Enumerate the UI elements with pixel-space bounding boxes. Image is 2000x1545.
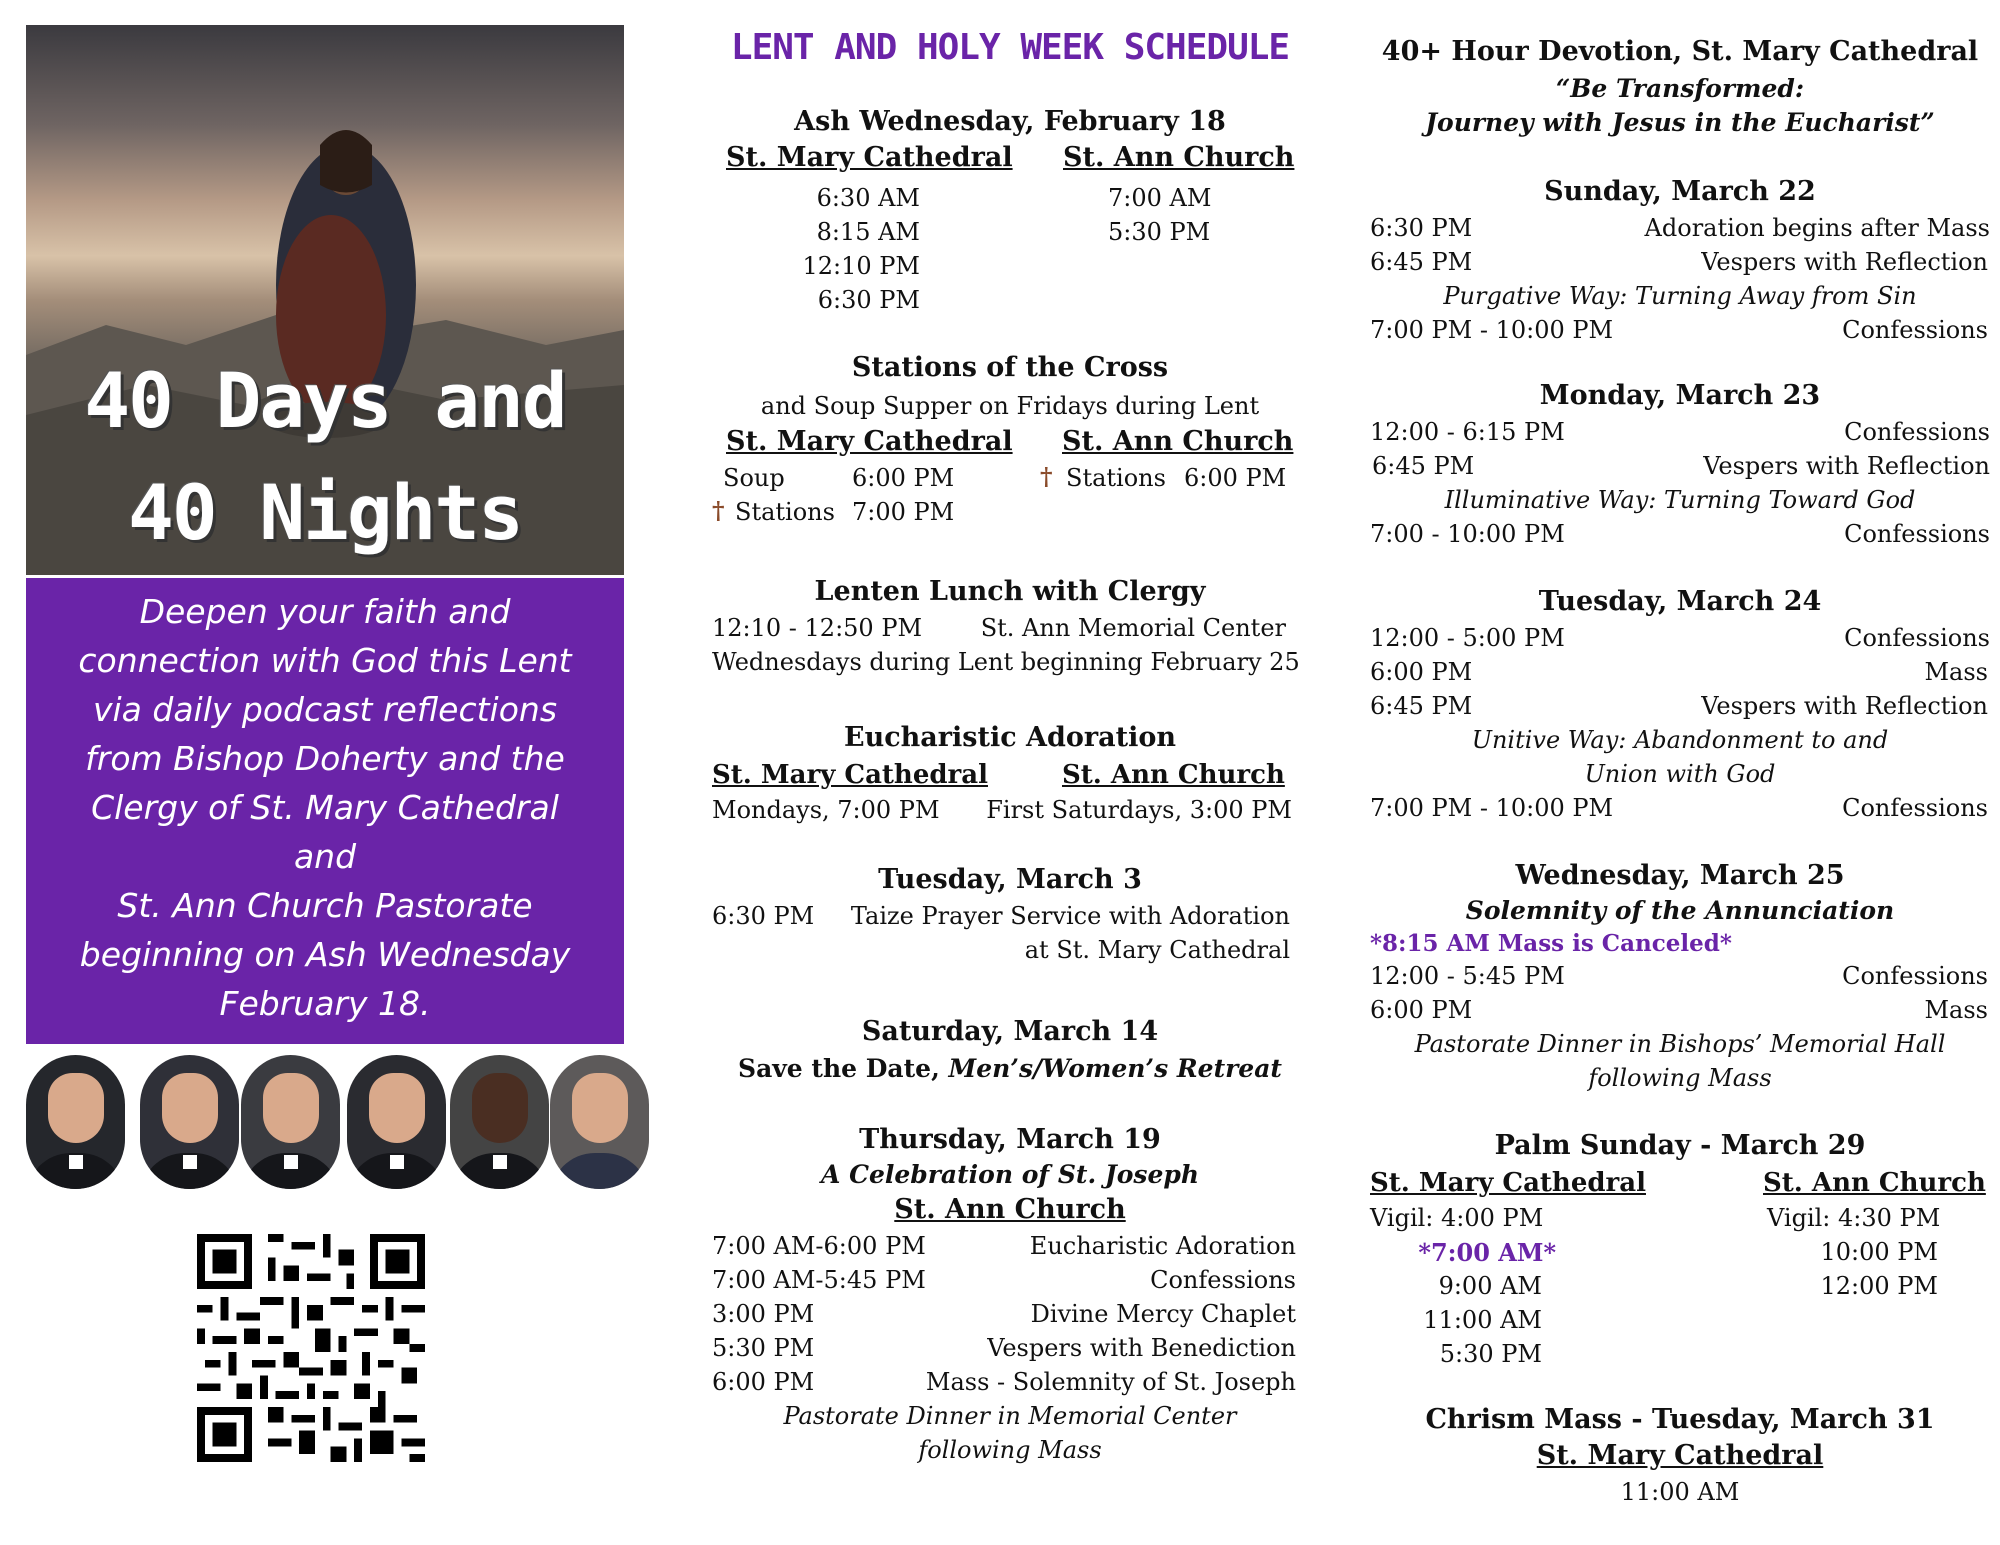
chrism-place: St. Mary Cathedral bbox=[1536, 1440, 1824, 1471]
m25-cancel-notice: *8:15 AM Mass is Canceled* bbox=[1370, 930, 1732, 957]
march19-event: Confessions bbox=[1150, 1266, 1296, 1294]
m23-note: Illuminative Way: Turning Toward God bbox=[1444, 486, 1916, 514]
promo-line: from Bishop Doherty and the bbox=[85, 739, 565, 778]
lunch-note: Wednesdays during Lent beginning February 25 bbox=[712, 648, 1300, 676]
palm-time: 11:00 AM bbox=[1423, 1306, 1542, 1334]
march3-time: 6:30 PM bbox=[712, 902, 815, 930]
m25-event: Confessions bbox=[1842, 962, 1988, 990]
m25-time: 12:00 - 5:45 PM bbox=[1370, 962, 1565, 990]
adoration-col2-text: First Saturdays, 3:00 PM bbox=[986, 796, 1292, 824]
ash-time: 8:15 AM bbox=[816, 218, 920, 246]
march19-time: 6:00 PM bbox=[712, 1368, 815, 1396]
palm-time: Vigil: 4:00 PM bbox=[1370, 1204, 1544, 1232]
m24-event: Confessions bbox=[1842, 794, 1988, 822]
cross-icon: † bbox=[712, 496, 725, 525]
m24-event: Confessions bbox=[1844, 624, 1990, 652]
march3-line1: Taize Prayer Service with Adoration bbox=[850, 902, 1290, 930]
stations-label: Stations bbox=[735, 498, 835, 526]
m23-time: 7:00 - 10:00 PM bbox=[1370, 520, 1565, 548]
palm-time: 12:00 PM bbox=[1820, 1272, 1938, 1300]
march14-heading: Saturday, March 14 bbox=[861, 1016, 1159, 1047]
m25-heading: Wednesday, March 25 bbox=[1515, 860, 1845, 891]
m24-note2: Union with God bbox=[1584, 760, 1776, 788]
march19-note1: Pastorate Dinner in Memorial Center bbox=[783, 1402, 1237, 1430]
ash-time: 6:30 PM bbox=[817, 286, 920, 314]
march3-line2: at St. Mary Cathedral bbox=[1024, 936, 1290, 964]
m24-time: 7:00 PM - 10:00 PM bbox=[1370, 794, 1614, 822]
stations-heading: Stations of the Cross bbox=[851, 352, 1169, 383]
promo-box bbox=[26, 578, 624, 1044]
palm-heading: Palm Sunday - March 29 bbox=[1494, 1130, 1866, 1161]
m25-sub: Solemnity of the Annunciation bbox=[1465, 896, 1895, 925]
ash-col2-header: St. Ann Church bbox=[1063, 142, 1295, 173]
m22-note: Purgative Way: Turning Away from Sin bbox=[1443, 282, 1917, 310]
clergy-portrait bbox=[26, 1055, 125, 1189]
palm-time: Vigil: 4:30 PM bbox=[1767, 1204, 1941, 1232]
cross-icon: † bbox=[1040, 462, 1053, 491]
clergy-portrait bbox=[140, 1055, 239, 1189]
ash-time: 7:00 AM bbox=[1108, 184, 1212, 212]
promo-line: Deepen your faith and bbox=[139, 592, 511, 631]
m24-event: Vespers with Reflection bbox=[1701, 692, 1988, 720]
march19-event: Eucharistic Adoration bbox=[1029, 1232, 1296, 1260]
clergy-portraits bbox=[26, 1055, 646, 1189]
soup-label: Soup bbox=[723, 464, 785, 492]
march19-time: 7:00 AM-6:00 PM bbox=[712, 1232, 926, 1260]
m23-event: Confessions bbox=[1844, 520, 1990, 548]
lunch-heading: Lenten Lunch with Clergy bbox=[814, 576, 1206, 607]
stations-sub: and Soup Supper on Fridays during Lent bbox=[760, 392, 1260, 420]
march19-time: 7:00 AM-5:45 PM bbox=[712, 1266, 926, 1294]
m24-time: 6:00 PM bbox=[1370, 658, 1473, 686]
hero-title bbox=[26, 345, 624, 569]
m25-note2: following Mass bbox=[1588, 1064, 1772, 1092]
m24-note1: Unitive Way: Abandonment to and bbox=[1471, 726, 1889, 754]
schedule-title: LENT AND HOLY WEEK SCHEDULE bbox=[730, 27, 1290, 68]
m22-event: Adoration begins after Mass bbox=[1644, 214, 1990, 242]
march14-event: Men’s/Women’s Retreat bbox=[948, 1054, 1282, 1083]
adoration-col1-text: Mondays, 7:00 PM bbox=[712, 796, 940, 824]
clergy-portrait bbox=[241, 1055, 340, 1189]
promo-line: Clergy of St. Mary Cathedral bbox=[91, 788, 559, 827]
march19-place: St. Ann Church bbox=[894, 1194, 1126, 1225]
adoration-col2-header: St. Ann Church bbox=[1062, 760, 1285, 790]
stations-col2-header: St. Ann Church bbox=[1062, 426, 1294, 457]
m24-time: 12:00 - 5:00 PM bbox=[1370, 624, 1565, 652]
m25-note1: Pastorate Dinner in Bishops’ Memorial Hall bbox=[1414, 1030, 1946, 1058]
palm-col2-header: St. Ann Church bbox=[1763, 1168, 1986, 1198]
ash-heading: Ash Wednesday, February 18 bbox=[794, 106, 1226, 137]
m22-time: 6:45 PM bbox=[1370, 248, 1473, 276]
promo-line: via daily podcast reflections bbox=[92, 690, 558, 729]
ann-stations-time: 6:00 PM bbox=[1184, 464, 1287, 492]
m22-event: Vespers with Reflection bbox=[1701, 248, 1988, 276]
march19-event: Mass - Solemnity of St. Joseph bbox=[925, 1368, 1296, 1396]
lunch-time: 12:10 - 12:50 PM bbox=[712, 614, 923, 642]
ash-time: 12:10 PM bbox=[802, 252, 920, 280]
march3-heading: Tuesday, March 3 bbox=[878, 864, 1142, 895]
m25-event: Mass bbox=[1924, 996, 1988, 1024]
chrism-heading: Chrism Mass - Tuesday, March 31 bbox=[1425, 1404, 1935, 1435]
hero-painting bbox=[26, 25, 624, 575]
m24-event: Mass bbox=[1924, 658, 1988, 686]
soup-time: 6:00 PM bbox=[852, 464, 955, 492]
hero-title-line1: 40 Days and bbox=[84, 356, 566, 445]
m23-heading: Monday, March 23 bbox=[1539, 380, 1821, 411]
devotion-sub2: Journey with Jesus in the Eucharist” bbox=[1425, 108, 1935, 137]
ann-stations-label: Stations bbox=[1066, 464, 1166, 492]
promo-line: connection with God this Lent bbox=[78, 641, 572, 680]
m22-time: 7:00 PM - 10:00 PM bbox=[1370, 316, 1614, 344]
devotion-heading: 40+ Hour Devotion, St. Mary Cathedral bbox=[1381, 36, 1979, 67]
march19-heading: Thursday, March 19 bbox=[859, 1124, 1161, 1155]
ash-time: 6:30 AM bbox=[816, 184, 920, 212]
ash-time: 5:30 PM bbox=[1108, 218, 1211, 246]
m23-event: Vespers with Reflection bbox=[1703, 452, 1990, 480]
palm-time: 9:00 AM bbox=[1438, 1272, 1542, 1300]
m25-time: 6:00 PM bbox=[1370, 996, 1473, 1024]
march19-time: 5:30 PM bbox=[712, 1334, 815, 1362]
m23-event: Confessions bbox=[1844, 418, 1990, 446]
march19-event: Vespers with Benediction bbox=[987, 1334, 1296, 1362]
clergy-portrait bbox=[347, 1055, 446, 1189]
march19-sub: A Celebration of St. Joseph bbox=[820, 1160, 1200, 1189]
m24-heading: Tuesday, March 24 bbox=[1538, 586, 1822, 617]
palm-col1-header: St. Mary Cathedral bbox=[1370, 1168, 1646, 1198]
promo-line: February 18. bbox=[219, 984, 431, 1023]
hero-title-line2: 40 Nights bbox=[128, 468, 522, 557]
qr-code[interactable] bbox=[197, 1234, 425, 1462]
palm-time: 10:00 PM bbox=[1820, 1238, 1938, 1266]
devotion-sub1: “Be Transformed: bbox=[1555, 74, 1805, 103]
ash-col1-header: St. Mary Cathedral bbox=[726, 142, 1013, 173]
palm-time: 5:30 PM bbox=[1439, 1340, 1542, 1368]
march14-line bbox=[712, 1054, 1308, 1083]
m23-time: 6:45 PM bbox=[1372, 452, 1475, 480]
march19-event: Divine Mercy Chaplet bbox=[1030, 1300, 1296, 1328]
clergy-portrait bbox=[550, 1055, 649, 1189]
march14-pre: Save the Date, bbox=[738, 1054, 940, 1083]
stations-time: 7:00 PM bbox=[852, 498, 955, 526]
palm-time-highlight: *7:00 AM* bbox=[1418, 1238, 1556, 1267]
m22-time: 6:30 PM bbox=[1370, 214, 1473, 242]
lunch-place: St. Ann Memorial Center bbox=[980, 614, 1286, 642]
promo-line: St. Ann Church Pastorate bbox=[117, 886, 533, 925]
chrism-time: 11:00 AM bbox=[1620, 1478, 1740, 1506]
m22-event: Confessions bbox=[1842, 316, 1988, 344]
march19-time: 3:00 PM bbox=[712, 1300, 815, 1328]
stations-col1-header: St. Mary Cathedral bbox=[726, 426, 1013, 457]
adoration-col1-header: St. Mary Cathedral bbox=[712, 760, 988, 790]
adoration-heading: Eucharistic Adoration bbox=[844, 722, 1176, 753]
clergy-portrait bbox=[450, 1055, 549, 1189]
march19-note2: following Mass bbox=[918, 1436, 1102, 1464]
m24-time: 6:45 PM bbox=[1370, 692, 1473, 720]
promo-line: beginning on Ash Wednesday bbox=[79, 935, 571, 974]
m22-heading: Sunday, March 22 bbox=[1544, 176, 1816, 207]
m23-time: 12:00 - 6:15 PM bbox=[1370, 418, 1565, 446]
promo-line: and bbox=[293, 837, 357, 876]
